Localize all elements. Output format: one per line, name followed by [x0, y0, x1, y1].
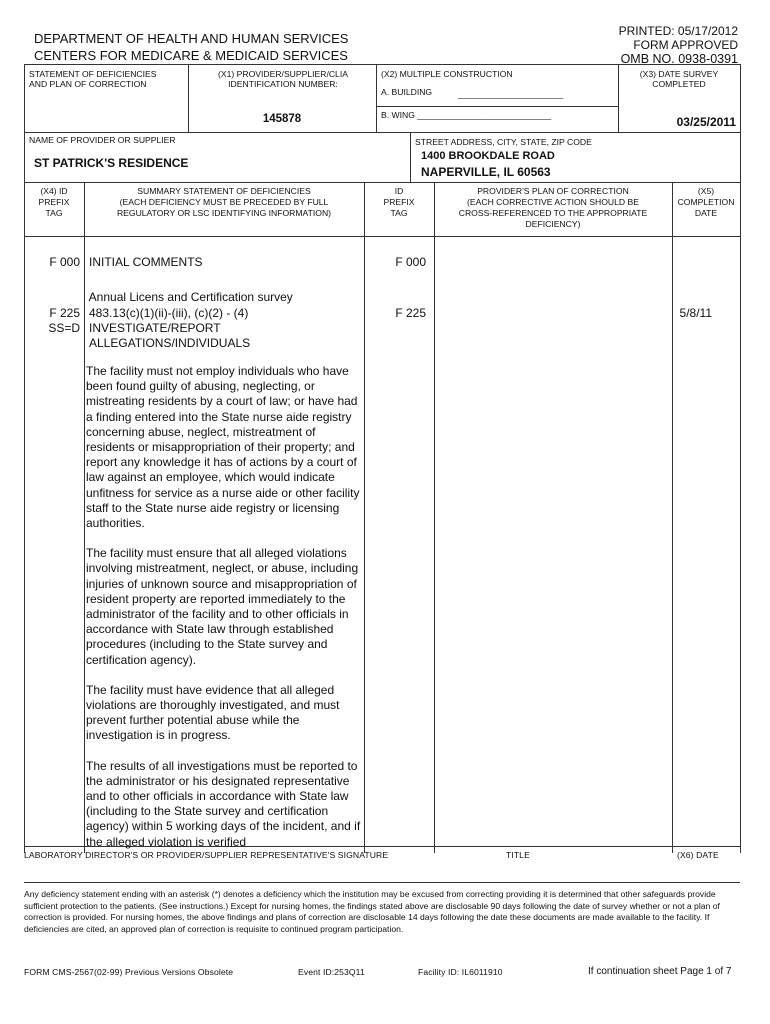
tag-f000: F 000 [49, 255, 80, 269]
signature-date-label: (X6) DATE [677, 850, 719, 860]
signature-label: LABORATORY DIRECTOR'S OR PROVIDER/SUPPLIER REPRESENTATIVE'S SIGNATURE [24, 850, 389, 860]
survey-date-label: (X3) DATE SURVEY COMPLETED [639, 69, 719, 89]
provider-id-number: 145878 [262, 113, 302, 125]
row-divider-2 [24, 182, 740, 183]
multiple-construction-label: (X2) MULTIPLE CONSTRUCTION [381, 69, 513, 79]
scope-severity: SS=D [48, 321, 80, 335]
department-name: DEPARTMENT OF HEALTH AND HUMAN SERVICES [34, 31, 349, 46]
street-address: 1400 BROOKDALE ROAD [421, 150, 555, 162]
regulation-title-1: INVESTIGATE/REPORT [89, 321, 221, 335]
paragraph-investigation: The facility must have evidence that all alleged violations are thoroughly investigated, and must prevent further potential abuse while the investigation is in progress. [86, 682, 340, 743]
initial-comments-heading: INITIAL COMMENTS [89, 255, 203, 269]
building-blank: ______________________ [458, 89, 564, 99]
print-info [619, 24, 738, 66]
disclosure-notice: Any deficiency statement ending with an asterisk (*) denotes a deficiency which the institution may be excused from correcting providing it is determined that other safeguards provide sufficient protection to the patients. (See instructions.) Except for nursing homes, the findings stated above are disclosable 90 days following the date of survey whether or not a plan of correction is provided. For nursing homes, the above findings and plans of correction are disclosable 14 days following the date these documents are made available to the facility. If deficiencies are cited, an approved plan of correction is requisite to continued program participation. [24, 889, 720, 934]
tag-f225-plan: F 225 [395, 306, 426, 320]
id-column-header: ID PREFIX TAG [383, 186, 415, 218]
page-number: If continuation sheet Page 1 of 7 [588, 966, 732, 977]
completion-column-header: (X5) COMPLETION DATE [677, 186, 735, 218]
divider-x2 [376, 64, 377, 132]
summary-column-header: SUMMARY STATEMENT OF DEFICIENCIES (EACH DEFICIENCY MUST BE PRECEDED BY FULL REGULATORY OR LSC IDENTIFYING INFORMATION) [116, 186, 332, 218]
paragraph-employment: The facility must not employ individuals who have been found guilty of abusing, neglecting, or mistreating residents by a court of law; or have had a finding entered into the State nurse aide registry concerning abuse, neglect, mistreatment of residents or misappropriation of their property; and report any knowledge it has of actions by a court of law against an employee, which would indicate unfitness for service as a nurse aide or other facility staff to the State nurse aide registry or licensing authorities. [86, 364, 360, 531]
deficiency-text [86, 364, 362, 865]
column-divider-id [434, 182, 435, 853]
form-approved: FORM APPROVED [633, 38, 738, 52]
column-divider-plan [672, 182, 673, 853]
plan-column-header: PROVIDER'S PLAN OF CORRECTION (EACH CORRECTIVE ACTION SHOULD BE CROSS-REFERENCED TO THE APPROPRIATE DEFICIENCY) [458, 186, 648, 229]
department-header [34, 30, 348, 64]
signature-bottom-border [24, 882, 740, 883]
form-right-border [740, 64, 741, 853]
form-number: FORM CMS-2567(02-99) Previous Versions Obsolete [24, 967, 234, 977]
provider-id-label: (X1) PROVIDER/SUPPLIER/CLIA IDENTIFICATION NUMBER: [218, 69, 348, 89]
x4-column-header: (X4) ID PREFIX TAG [38, 186, 70, 218]
provider-name: ST PATRICK'S RESIDENCE [34, 156, 189, 170]
paragraph-results: The results of all investigations must be reported to the administrator or his designated representative and to other officials in accordance with State law (including to the State survey and certification agency) within 5 working days of the incident, and if the alleged violation is verified [86, 758, 361, 849]
column-divider-summary [364, 182, 365, 853]
wing-label: B. WING ____________________________ [381, 110, 552, 120]
title-label: TITLE [506, 850, 530, 860]
regulation-citation: 483.13(c)(1)(ii)-(iii), (c)(2) - (4) [89, 306, 249, 320]
wing-divider [376, 106, 618, 107]
survey-description: Annual Licens and Certification survey [86, 290, 293, 304]
event-id: Event ID:253Q11 [298, 967, 365, 977]
agency-name: CENTERS FOR MEDICARE & MEDICAID SERVICES [34, 48, 348, 63]
form-top-border [24, 64, 740, 65]
facility-id: Facility ID: IL6011910 [418, 967, 503, 977]
tag-f000-plan: F 000 [395, 255, 426, 269]
completion-date: 5/8/11 [679, 306, 712, 320]
survey-completed-date: 03/25/2011 [676, 115, 736, 129]
printed-date: PRINTED: 05/17/2012 [618, 24, 738, 38]
header-bottom-border [24, 236, 740, 237]
regulation-title-2: ALLEGATIONS/INDIVIDUALS [89, 336, 251, 350]
tag-f225: F 225 [49, 306, 80, 320]
divider-address [410, 132, 411, 182]
statement-label: STATEMENT OF DEFICIENCIES AND PLAN OF CORRECTION [29, 69, 157, 89]
row-divider-1 [24, 132, 740, 133]
column-divider-x4 [84, 182, 85, 853]
paragraph-reporting: The facility must ensure that all alleged violations involving mistreatment, neglect, or abuse, including injuries of unknown source and misappropriation of resident property are reported immediately to the administrator of the facility and to other officials in accordance with State law through established procedures (including to the State survey and certification agency). [86, 546, 359, 667]
provider-name-label: NAME OF PROVIDER OR SUPPLIER [29, 135, 176, 145]
city-state-zip: NAPERVILLE, IL 60563 [421, 165, 551, 179]
building-label: A. BUILDING [381, 87, 433, 97]
omb-number: OMB NO. 0938-0391 [620, 52, 738, 66]
address-label: STREET ADDRESS, CITY, STATE, ZIP CODE [415, 137, 592, 147]
